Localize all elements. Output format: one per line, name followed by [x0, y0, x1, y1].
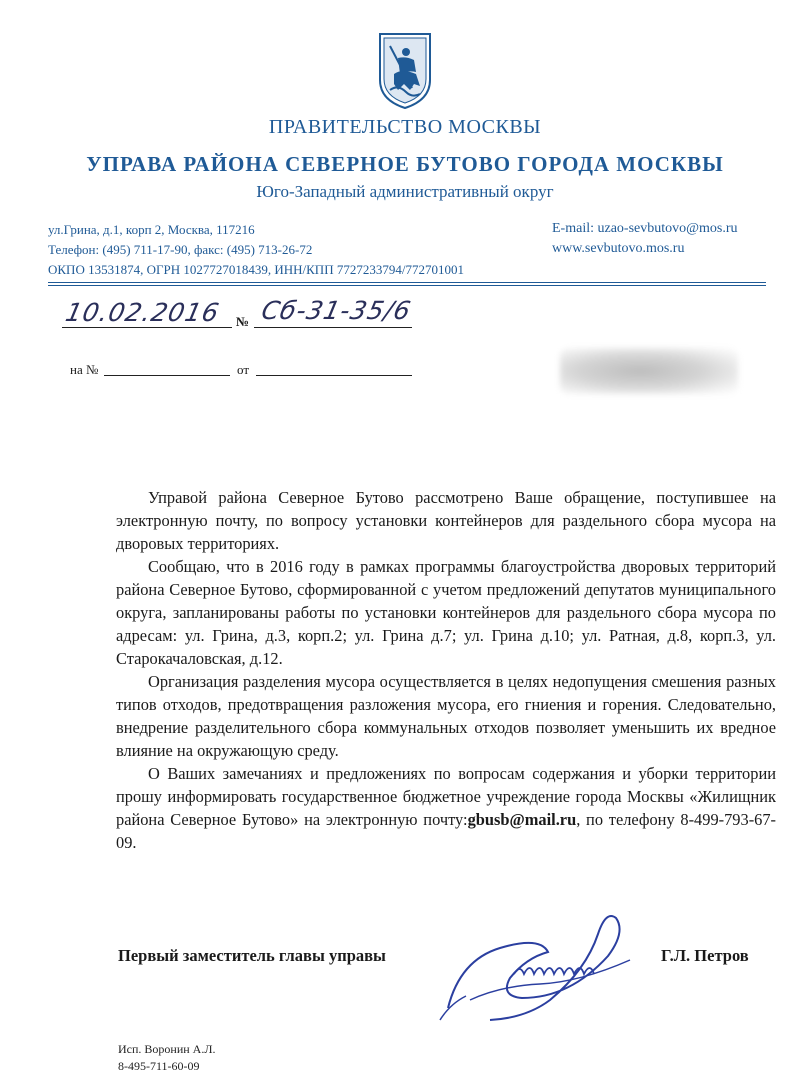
- reference-number-line: [104, 375, 230, 376]
- okrug-subtitle: Юго-Западный административный округ: [256, 182, 554, 201]
- executor-name: Исп. Воронин А.Л.: [118, 1042, 216, 1056]
- paragraph-2: Сообщаю, что в 2016 году в рамках программы благоустройства дворовых территорий района Северное Бутово, сформированной с учетом предложений депутатов муниципального округа, запланированы работы по установки контейнеров для раздельного сбора мусора по адресам: ул. Грина, д.3, корп.2; ул. Грина д.7; ул. Грина д.10; ул. Ратная, д.8, корп.3, ул. Старокачаловская, д.12.: [116, 557, 776, 668]
- number-underline: [254, 327, 412, 328]
- paragraph-4-text: О Ваших замечаниях и предложениях по вопросам содержания и уборки территории прошу информировать государственное бюджетное учреждение города Москвы «Жилищник района Северное Бутово» на электронную почту:: [116, 764, 776, 829]
- registration-codes: ОКПО 13531874, ОГРН 1027727018439, ИНН/КПП 7727233794/772701001: [48, 262, 464, 277]
- executor-block: [118, 1041, 216, 1075]
- moscow-coat-of-arms-icon: [376, 28, 434, 110]
- paragraph-4-phone: , по телефону 8-499-793-67-09.: [116, 810, 776, 852]
- contact-block-right: [552, 219, 738, 259]
- paragraph-1: Управой района Северное Бутово рассмотрено Ваше обращение, поступившее на электронную почту, по вопросу установки контейнеров для раздельного сбора мусора на дворовых территориях.: [116, 488, 776, 553]
- contact-block-left: [48, 220, 464, 280]
- government-title: ПРАВИТЕЛЬСТВО МОСКВЫ: [268, 116, 542, 138]
- reference-date-line: [256, 375, 412, 376]
- signer-name: Г.Л. Петров: [661, 946, 749, 965]
- website: www.sevbutovo.mos.ru: [552, 241, 685, 256]
- paragraph-3: Организация разделения мусора осуществляется в целях недопущения смешения разных типов отходов, предотвращения разложения мусора, его гниения и горения. Следовательно, внедрение разделительного сбора коммунальных отходов позволяет уменьшить их вредное влияние на окружающую среду.: [116, 672, 776, 760]
- address: ул.Грина, д.1, корп 2, Москва, 117216: [48, 222, 255, 237]
- uprava-title: УПРАВА РАЙОНА СЕВЕРНОЕ БУТОВО ГОРОДА МОСКВЫ: [86, 152, 724, 176]
- redacted-recipient: [560, 348, 738, 394]
- contact-email: gbusb@mail.ru: [467, 810, 577, 829]
- header-divider: [48, 282, 766, 283]
- number-sign: №: [236, 314, 250, 329]
- executor-phone: 8-495-711-60-09: [118, 1059, 200, 1073]
- handwritten-signature: [430, 900, 660, 1030]
- reference-date-label: от: [237, 362, 250, 377]
- letter-body: [116, 486, 776, 854]
- phone-fax: Телефон: (495) 711-17-90, факс: (495) 713-26-72: [48, 242, 313, 257]
- email-contact: E-mail: uzao-sevbutovo@mos.ru: [552, 221, 738, 236]
- reference-number-label: на №: [70, 362, 99, 377]
- handwritten-number: Сб-31-35/6: [258, 296, 414, 325]
- paragraph-4: [116, 762, 776, 854]
- date-underline: [62, 327, 232, 328]
- handwritten-date: 10.02.2016: [62, 298, 223, 327]
- header-divider-secondary: [48, 285, 766, 286]
- signer-title: Первый заместитель главы управы: [118, 946, 386, 965]
